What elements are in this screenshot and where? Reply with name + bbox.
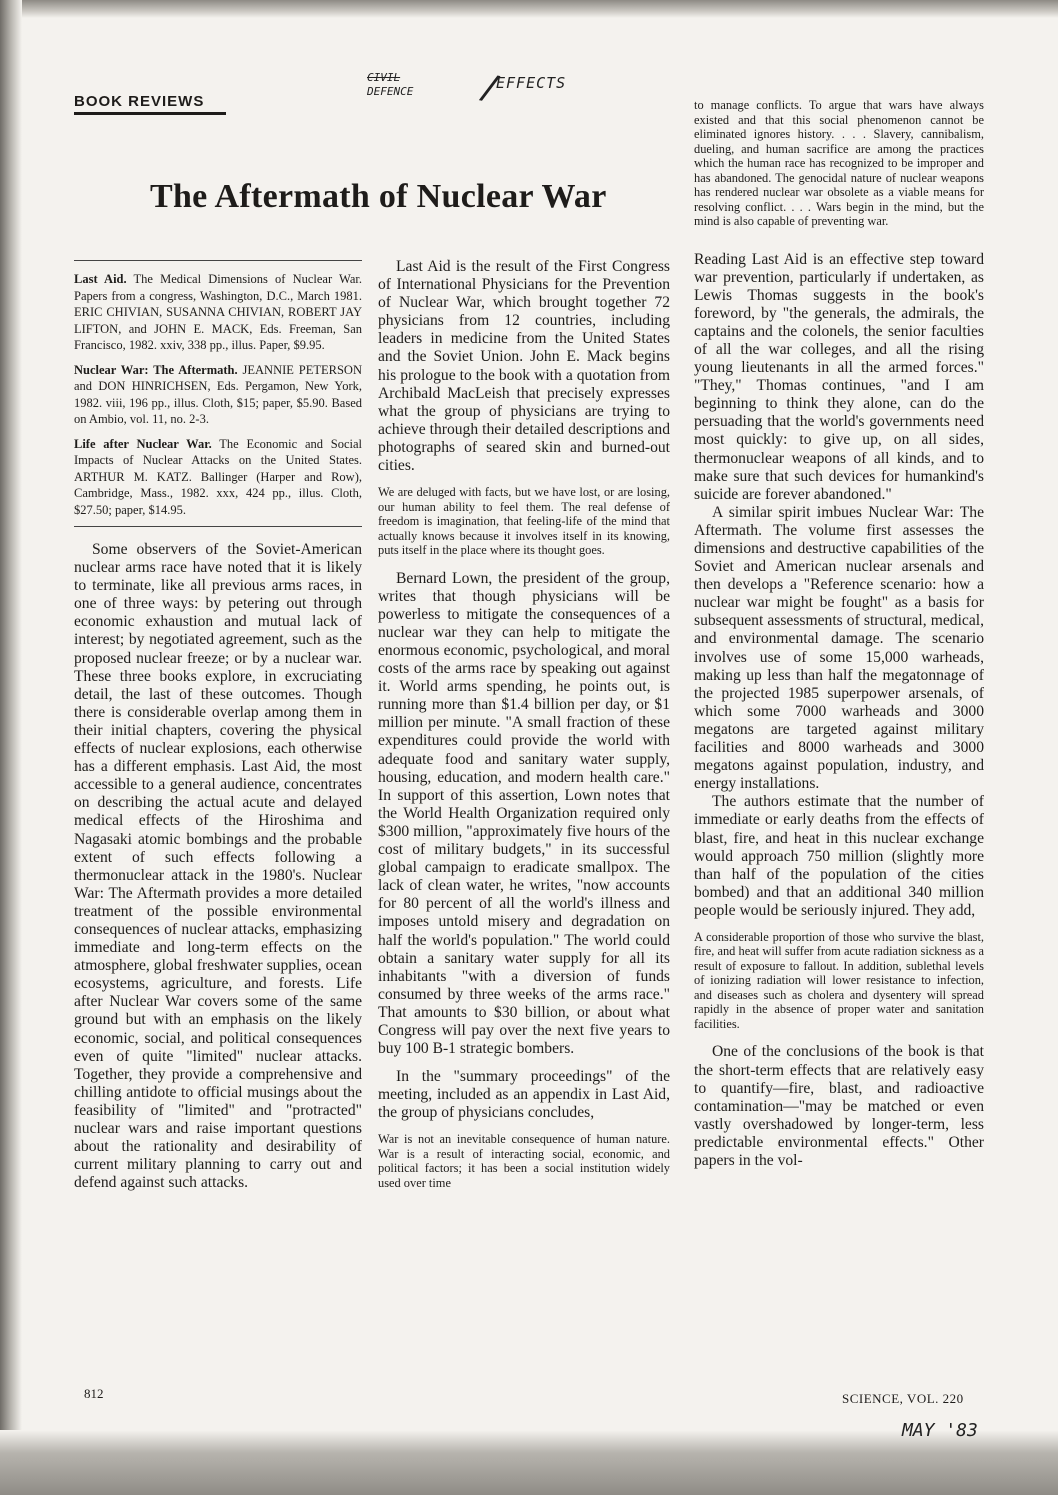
block-quote: War is not an inevitable consequence of human nature. War is a result of interacting social, economic, and political factors; it has been a social institution widely used over time <box>378 1132 670 1190</box>
page-number: 812 <box>84 1386 104 1401</box>
handwritten-slash: / <box>476 66 505 110</box>
book-name: Nuclear War: The Aftermath. <box>74 362 238 377</box>
book-name: Life after Nuclear War. <box>74 436 212 451</box>
block-quote: to manage conflicts. To argue that wars have always existed and that this social phenomenon cannot be eliminated ignores history. . . . Slavery, cannibalism, dueling, and human sacrifice are among the practices which the human race has recognized to be improper and has abandoned. The genocidal nature of nuclear weapons has rendered nuclear war obsolete as a viable means for resolving conflict. . . . Wars begin in the mind, but the mind is also capable of preventing war. <box>694 98 984 228</box>
book-details: JEANNIE PETERSON and DON HINRICHSEN, Eds. Pergamon, New York, 1982. viii, 196 pp., illus. Cloth, $15; paper, $5.90. Based on Ambio, vol. 11, no. 2-3. <box>74 362 362 426</box>
handwritten-note-effects: EFFECTS <box>496 74 567 92</box>
block-quote: We are deluged with facts, but we have lost, or are losing, our human ability to feel them. The real defense of freedom is imagination, that feeling-life of the mind that actually knows because it involves itself in its knowing, puts itself in the place where its thought goes. <box>378 485 670 558</box>
body-paragraph: A similar spirit imbues Nuclear War: The Aftermath. The volume first assesses the dimensions and destructive capabilities of the Soviet and American nuclear arsenals and then develops a "Reference scenario: how a nuclear war might be fought" as a basis for subsequent assessments of structural, medical, and environmental damage. The scenario involves use of some 15,000 warheads, making up less than half the megatonnage of the projected 1985 superpower arsenals, of which some 7000 warheads and 3000 megatons are targeted against military facilities and 8000 warheads and 3000 megatons against population, industry, and energy installations. <box>694 503 984 793</box>
body-paragraph: Bernard Lown, the president of the group, writes that though physicians will be powerless to mitigate the consequences of a nuclear war they can help to mitigate the enormous economic, psychological, and moral costs of the arms race by speaking out against it. World arms spending, he points out, is running more than $1.4 billion per day, or $1 million per minute. "A small fraction of these expenditures could provide the world with adequate food and sanitary water supply, housing, education, and modern health care." In support of this assertion, Lown notes that the World Health Organization required only $300 million, "approximately five hours of the cost of military budgets," in its successful global campaign to eradicate smallpox. The lack of clean water, he writes, "now accounts for 80 percent of all the world's illness and imposes untold misery and degradation on half the world's population." The world could obtain a sanitary water supply for all its inhabitants "with a diversion of funds consumed by three weeks of the arms race." That amounts to $30 billion, or about what Congress will pay over the next five years to buy 100 B-1 strategic bombers. <box>378 569 670 1058</box>
section-heading: BOOK REVIEWS <box>74 93 226 115</box>
book-details: The Economic and Social Impacts of Nuclear Attacks on the United States. ARTHUR M. KATZ. Ballinger (Harper and Row), Cambridge, Mass., 1982. xxx, 424 pp., illus. Cloth, $27.50; paper, $14.95. <box>74 436 362 517</box>
page <box>22 18 1042 1441</box>
block-quote: A considerable proportion of those who survive the blast, fire, and heat will suffer from acute radiation sickness as a result of exposure to fallout. In addition, sublethal levels of ionizing radiation will lower resistance to infection, and diseases such as cholera and dysentery will spread rapidly in the absence of proper water and sanitation facilities. <box>694 929 984 1031</box>
body-paragraph: Reading Last Aid is an effective step toward war prevention, particularly if undertaken, as Lewis Thomas suggests in the book's foreword, by "the generals, the admirals, the captains and the colonels, the senior faculties of all the war colleges, and all the rising young lieutenants in all the armed forces." "They," Thomas continues, "and I am beginning to think they alone, can do the persuading that the world's governments need most quickly: to give up, on all sides, thermonuclear weapons of all kinds, and to make sure that such devices for humankind's suicide are forever abandoned." <box>694 250 984 503</box>
book-entry <box>74 362 362 428</box>
column-3 <box>694 98 984 1170</box>
handwritten-note-civil: CIVIL <box>367 71 401 84</box>
divider-rule <box>74 526 362 527</box>
book-entry <box>74 436 362 519</box>
body-paragraph: One of the conclusions of the book is that the short-term effects that are relatively easy to quantify—fire, blast, and radioactive contamination—"may be matched or even vastly overshadowed by longer-term, less predictable environmental effects." Other papers in the vol- <box>694 1043 984 1170</box>
book-details: The Medical Dimensions of Nuclear War. Papers from a congress, Washington, D.C., March 1981. ERIC CHIVIAN, SUSANNA CHIVIAN, ROBERT JAY LIFTON, and JOHN E. MACK, Eds. Freeman, San Francisco, 1982. xxiv, 338 pp., illus. Paper, $9.95. <box>74 272 362 352</box>
body-paragraph: The authors estimate that the number of immediate or early deaths from the effects of blast, fire, and heat in this nuclear exchange would approach 750 million (slightly more than half of the population of the cities bombed) and that an additional 340 million people would be seriously injured. They add, <box>694 793 984 919</box>
scan-edge-left <box>0 0 22 1495</box>
book-entry <box>74 271 362 354</box>
book-name: Last Aid. <box>74 272 127 286</box>
body-paragraph: In the "summary proceedings" of the meeting, included as an appendix in Last Aid, the group of physicians concludes, <box>378 1068 670 1122</box>
body-paragraph: Some observers of the Soviet-American nuclear arms race have noted that it is likely to terminate, like all previous arms races, in one of three ways: by petering out through economic exhaustion and mutual lack of interest; by negotiated agreement, such as the proposed nuclear freeze; or by a nuclear war. These three books explore, in excruciating detail, the last of these outcomes. Though there is considerable overlap among them in their initial chapters, covering the physical effects of nuclear explosions, each otherwise has a different emphasis. Last Aid, the most accessible to a general audience, concentrates on describing the actual acute and delayed medical effects of the Hiroshima and Nagasaki atomic bombings and the probable extent of such effects following a thermonuclear attack in the 1980's. Nuclear War: The Aftermath provides a more detailed treatment of the possible environmental consequences of nuclear attacks, emphasizing immediate and long-term effects on the atmosphere, global freshwater supplies, ocean ecosystems, agriculture, and forests. Life after Nuclear War covers some of the same ground but with an emphasis on the likely economic, social, and political consequences even of quite "limited" nuclear attacks. Together, they provide a comprehensive and chilling antidote to official musings about the feasibility of "limited" and "protracted" nuclear wars and raise important questions about the rationality and desirability of current military planning to carry out and defend against such attacks. <box>74 541 362 1192</box>
book-list <box>74 271 362 518</box>
column-1 <box>74 260 362 1192</box>
handwritten-note-defence: DEFENCE <box>367 85 414 98</box>
handwritten-date: MAY '83 <box>902 1420 978 1441</box>
scan-edge-bottom <box>0 1430 1058 1495</box>
column-2 <box>378 258 670 1202</box>
article-title: The Aftermath of Nuclear War <box>150 178 607 215</box>
divider-rule <box>74 260 362 261</box>
journal-footer: SCIENCE, VOL. 220 <box>842 1391 964 1406</box>
body-paragraph: Last Aid is the result of the First Congress of International Physicians for the Prevention of Nuclear War, which brought together 72 physicians from 12 countries, including leaders in medicine from the United States and the Soviet Union. John E. Mack begins his prologue to the book with a quotation from Archibald MacLeish that precisely expresses what the group of physicians are trying to achieve through their detailed descriptions and photographs of seared skin and burned-out cities. <box>378 258 670 475</box>
scan-edge-top <box>0 0 1058 18</box>
